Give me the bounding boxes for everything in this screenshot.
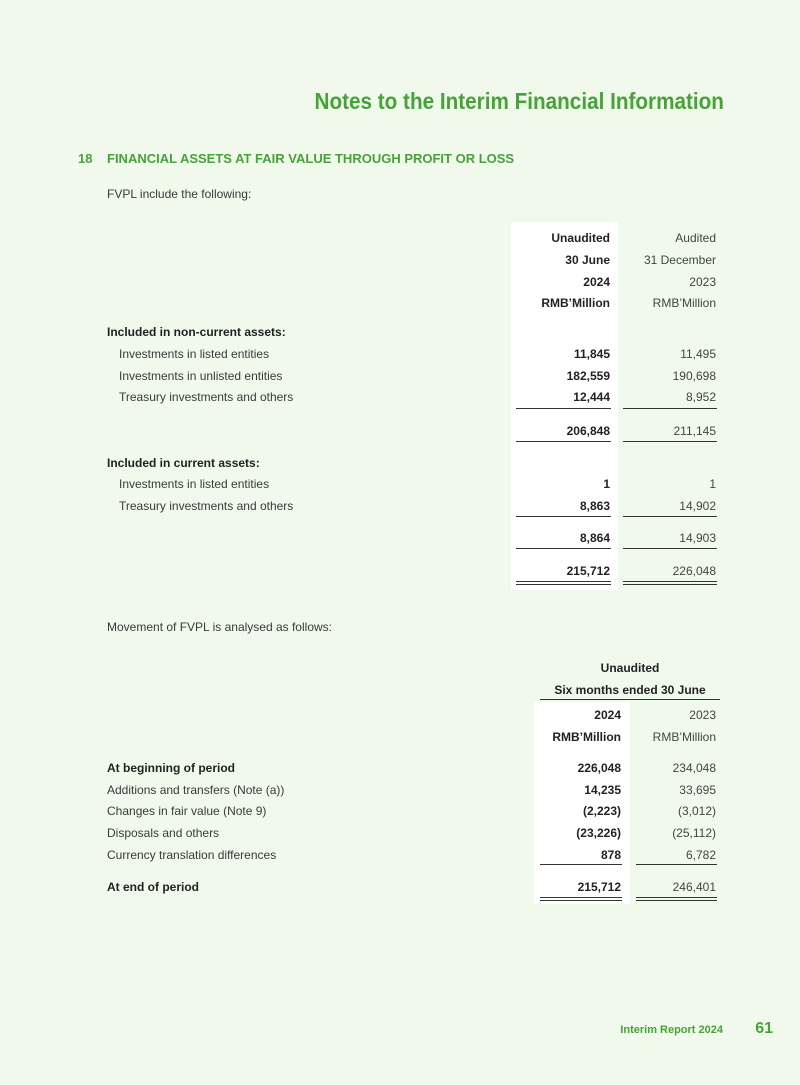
table1-header-row [0, 275, 800, 291]
value-2024: 226,048 [577, 761, 621, 775]
row-label: Investments in listed entities [119, 347, 270, 361]
value-2024: (2,223) [582, 804, 621, 818]
header-underline [540, 699, 720, 700]
value-2024: 8,863 [579, 499, 610, 513]
table-row [0, 783, 800, 799]
value-2024: 1 [603, 477, 610, 491]
value-2024: 215,712 [577, 880, 621, 894]
total-2024: 206,848 [566, 424, 610, 438]
row-label: Disposals and others [107, 826, 220, 840]
table2-header-row [0, 730, 800, 746]
value-2024: 878 [600, 848, 621, 862]
double-rule [540, 897, 622, 898]
table-row [0, 804, 800, 820]
col-header-cell: 2024 [583, 275, 610, 289]
table2-header-row [0, 708, 800, 724]
movement-intro: Movement of FVPL is analysed as follows: [107, 620, 332, 634]
col-header-cell: 2023 [689, 275, 716, 289]
page-title: Notes to the Interim Financial Information [314, 88, 724, 114]
value-2024: (23,226) [576, 826, 621, 840]
row-label: Currency translation differences [107, 848, 277, 862]
row-label: At end of period [107, 880, 199, 894]
value-2023: 33,695 [679, 783, 716, 797]
section-number: 18 [78, 151, 93, 166]
current-heading: Included in current assets: [107, 456, 260, 470]
table-row [0, 761, 800, 777]
page-number: 61 [755, 1020, 773, 1037]
total-2023: 211,145 [673, 424, 716, 438]
footer-report-name: Interim Report 2024 [620, 1024, 723, 1036]
subtotal-rule [516, 516, 611, 517]
value-2024: 182,559 [566, 369, 610, 383]
total-rule [516, 548, 611, 549]
double-rule [623, 584, 717, 585]
value-2023: 6,782 [685, 848, 716, 862]
row-label: Treasury investments and others [119, 499, 294, 513]
movement-header-period: Six months ended 30 June [554, 683, 706, 697]
table1-section-heading [0, 456, 800, 472]
total-rule [623, 548, 717, 549]
table-row [0, 477, 800, 493]
table-row [0, 369, 800, 385]
col-header-cell: 2024 [594, 708, 621, 722]
table1-header-row [0, 231, 800, 247]
row-label: Additions and transfers (Note (a)) [107, 783, 285, 797]
value-2024: 12,444 [573, 390, 610, 404]
double-rule [623, 581, 717, 582]
total-2023: 14,903 [679, 531, 716, 545]
double-rule [516, 581, 611, 582]
movement-header-top: Unaudited [600, 661, 660, 675]
col-header-cell: RMB’Million [652, 730, 716, 744]
subtotal-rule [540, 864, 622, 865]
grand-total-2023: 226,048 [672, 564, 716, 578]
row-label: At beginning of period [107, 761, 235, 775]
grand-total-row [0, 564, 800, 580]
value-2023: 190,698 [672, 369, 716, 383]
value-2023: (25,112) [672, 826, 716, 840]
row-label: Treasury investments and others [119, 390, 294, 404]
table-row [0, 826, 800, 842]
subtotal-rule [636, 864, 717, 865]
value-2023: 234,048 [672, 761, 716, 775]
value-2023: 14,902 [679, 499, 716, 513]
value-2023: 8,952 [685, 390, 716, 404]
current-total-row [0, 531, 800, 547]
noncurrent-heading: Included in non-current assets: [107, 325, 286, 339]
subtotal-rule [516, 408, 611, 409]
row-label: Changes in fair value (Note 9) [107, 804, 267, 818]
value-2023: 11,495 [680, 347, 716, 361]
total-2024: 8,864 [579, 531, 610, 545]
table1-header-row [0, 296, 800, 312]
table1-header-row [0, 253, 800, 269]
grand-total-2024: 215,712 [566, 564, 610, 578]
col-header-cell: RMB’Million [552, 730, 621, 744]
double-rule [636, 900, 717, 901]
table-row [0, 499, 800, 515]
col-header-cell: 2023 [689, 708, 716, 722]
col-header-cell: 30 June [565, 253, 610, 267]
table-row [0, 390, 800, 406]
value-2023: 246,401 [672, 880, 716, 894]
col-header-cell: Unaudited [551, 231, 610, 245]
col-header-cell: RMB’Million [541, 296, 610, 310]
total-rule [623, 441, 717, 442]
value-2024: 11,845 [573, 347, 610, 361]
table-row [0, 848, 800, 864]
row-label: Investments in listed entities [119, 477, 270, 491]
col-header-cell: 31 December [643, 253, 716, 267]
row-label: Investments in unlisted entities [119, 369, 283, 383]
subtotal-rule [623, 516, 717, 517]
table1-section-heading [0, 325, 800, 341]
table-row [0, 347, 800, 363]
value-2023: 1 [709, 477, 716, 491]
double-rule [516, 584, 611, 585]
col-header-cell: RMB’Million [652, 296, 716, 310]
subtotal-rule [623, 408, 717, 409]
section-title: FINANCIAL ASSETS AT FAIR VALUE THROUGH PROFIT OR LOSS [107, 151, 515, 166]
table-row [0, 880, 800, 896]
total-rule [516, 441, 611, 442]
col-header-cell: Audited [675, 231, 716, 245]
section-intro: FVPL include the following: [107, 187, 252, 201]
noncurrent-total-row [0, 424, 800, 440]
value-2024: 14,235 [584, 783, 621, 797]
double-rule [636, 897, 717, 898]
value-2023: (3,012) [677, 804, 716, 818]
double-rule [540, 900, 622, 901]
